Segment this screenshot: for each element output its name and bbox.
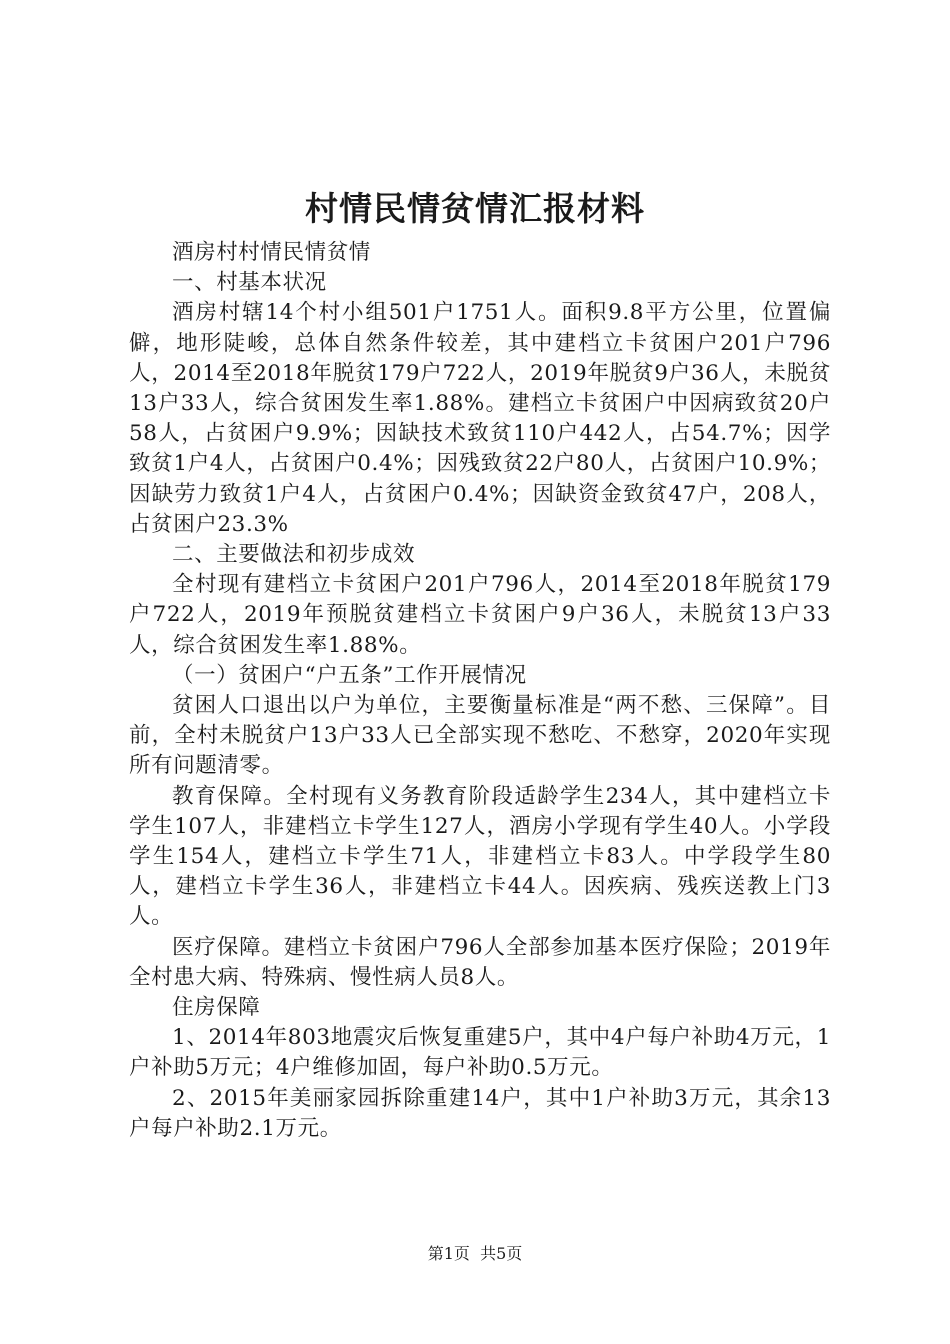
paragraph-exit-standard: 贫困人口退出以户为单位，主要衡量标准是“两不愁、三保障”。目前，全村未脱贫户13户33人已全部实现不愁吃、不愁穿，2020年实现所有问题清零。 — [129, 693, 831, 779]
paragraph-medical: 医疗保障。建档立卡贫困户796人全部参加基本医疗保险；2019年全村患大病、特殊病、慢性病人员8人。 — [129, 934, 831, 990]
document-body — [129, 238, 831, 1144]
document-title: 村情民情贫情汇报材料 — [305, 189, 645, 228]
section-heading-main-practices: 二、主要做法和初步成效 — [172, 542, 416, 568]
section-heading-basic-status: 一、村基本状况 — [172, 270, 327, 296]
page-number: 第1页 — [427, 1244, 470, 1263]
paragraph-poverty-summary: 全村现有建档立卡贫困户201户796人，2014至2018年脱贫179户722人，2019年预脱贫建档立卡贫困户9户36人，未脱贫13户33人，综合贫困发生率1.88%。 — [129, 572, 831, 658]
paragraph-housing-item-1: 1、2014年803地震灾后恢复重建5户，其中4户每户补助4万元，1户补助5万元；4户维修加固，每户补助0.5万元。 — [129, 1025, 831, 1081]
paragraph-basic-status: 酒房村辖14个村小组501户1751人。面积9.8平方公里，位置偏僻，地形陡峻，总体自然条件较差，其中建档立卡贫困户201户796人，2014至2018年脱贫179户722人，2019年脱贫9户36人，未脱贫13户33人，综合贫困发生率1.88%。建档立卡贫困户中因病致贫20户58人，占贫困户9.9%；因缺技术致贫110户442人，占54.7%；因学致贫1户4人，占贫困户0.4%；因残致贫22户80人，占贫困户10.9%；因缺劳力致贫1户4人，占贫困户0.4%；因缺资金致贫47户，208人，占贫困户23.3% — [129, 300, 831, 537]
paragraph-education: 教育保障。全村现有义务教育阶段适龄学生234人，其中建档立卡学生107人，非建档立卡学生127人，酒房小学现有学生40人。小学段学生154人，建档立卡学生71人，非建档立卡83人。中学段学生80人，建档立卡学生36人，非建档立卡44人。因疾病、残疾送教上门3人。 — [129, 783, 831, 930]
paragraph-housing-item-2: 2、2015年美丽家园拆除重建14户，其中1户补助3万元，其余13户每户补助2.1万元。 — [129, 1085, 831, 1141]
page-footer — [0, 1243, 950, 1265]
page-total: 共5页 — [480, 1244, 523, 1263]
subsection-heading-five-items: （一）贫困户“户五条”工作开展情况 — [172, 662, 527, 688]
subsection-heading-housing: 住房保障 — [172, 995, 261, 1021]
section-subtitle: 酒房村村情民情贫情 — [172, 240, 371, 265]
